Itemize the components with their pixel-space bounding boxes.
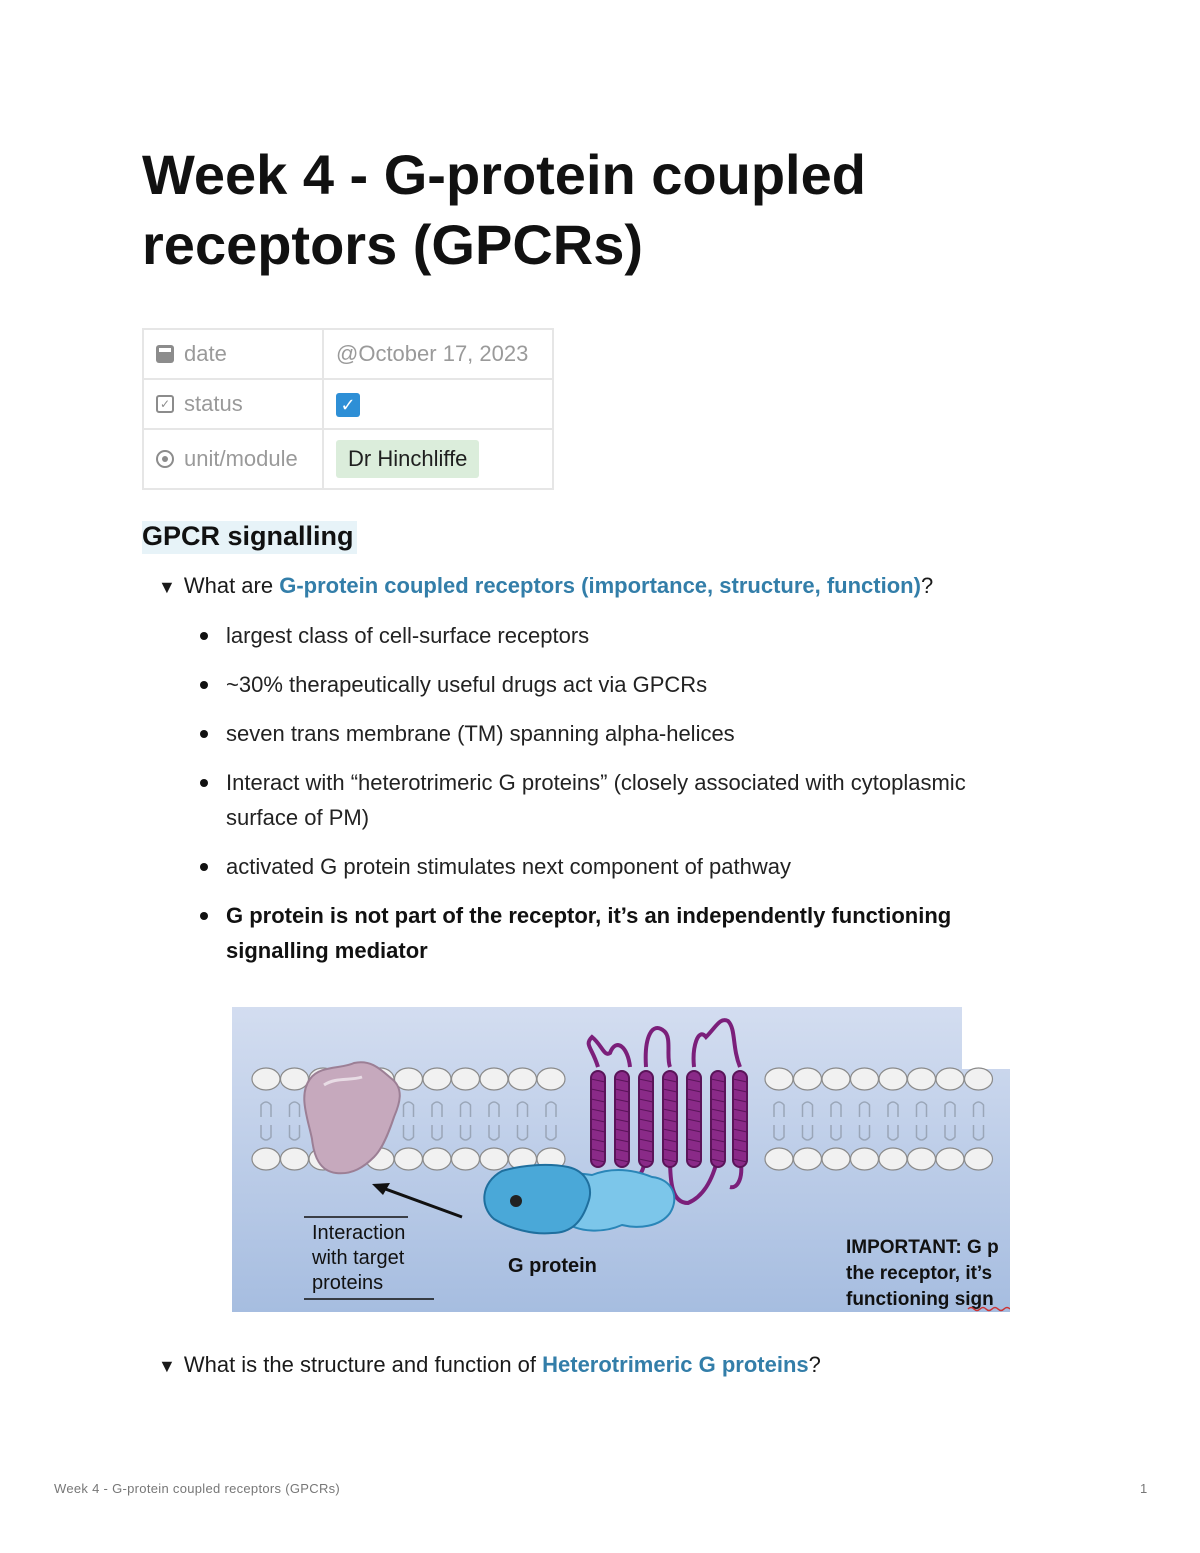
date-value[interactable]: @October 17, 2023: [323, 329, 553, 379]
list-item: activated G protein stimulates next component of pathway: [198, 849, 1038, 884]
checkbox-property-icon: ✓: [156, 395, 174, 413]
list-item: largest class of cell-surface receptors: [198, 618, 1038, 653]
footer-title: Week 4 - G-protein coupled receptors (GPCRs): [54, 1481, 341, 1496]
figure-label-g-protein: G protein: [508, 1255, 597, 1277]
calendar-icon: [156, 345, 174, 363]
page-number: 1: [1140, 1481, 1148, 1496]
list-item: seven trans membrane (TM) spanning alpha-helices: [198, 716, 1038, 751]
figure-note: IMPORTANT: G p: [846, 1237, 999, 1258]
property-row-unit: [143, 429, 553, 489]
figure-label-interaction: Interaction: [312, 1222, 406, 1244]
page-title: Week 4 - G-protein coupled receptors (GPCRs): [142, 143, 866, 276]
figure-note: functioning sign: [846, 1289, 994, 1310]
toggle-triangle-icon[interactable]: ▼: [158, 577, 176, 597]
select-property-icon: [156, 450, 174, 468]
g-protein-complex: [484, 1165, 674, 1233]
properties-table: [142, 328, 554, 490]
status-checkbox[interactable]: ✓: [336, 393, 360, 417]
list-item: Interact with “heterotrimeric G proteins” (closely associated with cytoplasmic surface of PM): [198, 765, 1038, 835]
toggle-triangle-icon[interactable]: ▼: [158, 1356, 176, 1376]
figure-label-interaction: with target: [312, 1247, 405, 1269]
property-key: date: [184, 341, 227, 366]
bullet-list: [198, 618, 1038, 968]
toggle-heterotrimeric-question[interactable]: ▼ What is the structure and function of Heterotrimeric G proteins?: [158, 1352, 821, 1377]
property-row-status: [143, 379, 553, 429]
list-item: G protein is not part of the receptor, it’s an independently functioning signalling mediator: [198, 898, 1038, 968]
list-item: ~30% therapeutically useful drugs act via GPCRs: [198, 667, 1038, 702]
figure-note: the receptor, it’s: [846, 1263, 993, 1284]
property-key: unit/module: [184, 446, 298, 471]
property-key: status: [184, 391, 243, 416]
figure-label-interaction: proteins: [312, 1272, 384, 1294]
unit-tag[interactable]: Dr Hinchliffe: [336, 440, 479, 478]
gpcr-link[interactable]: G-protein coupled receptors (importance, structure, function): [279, 573, 921, 598]
heterotrimeric-link[interactable]: Heterotrimeric G proteins: [542, 1352, 809, 1377]
toggle-gpcr-question[interactable]: ▼ What are G-protein coupled receptors (importance, structure, function)?: [158, 573, 934, 598]
gpcr-diagram: [232, 1007, 1010, 1312]
property-row-date: [143, 329, 553, 379]
section-heading: GPCR signalling: [142, 521, 357, 554]
